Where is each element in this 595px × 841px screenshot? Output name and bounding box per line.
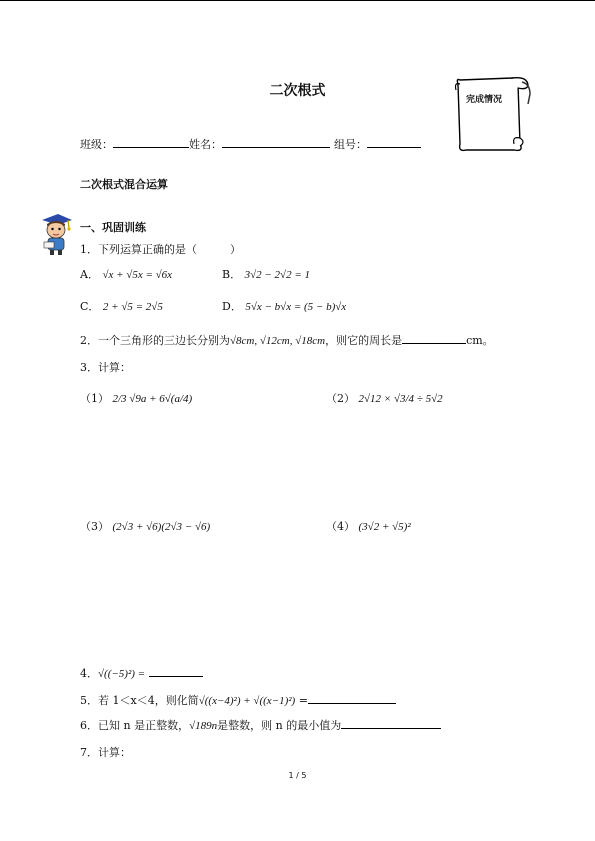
q1-option-c bbox=[80, 300, 163, 314]
q3-part2 bbox=[326, 392, 443, 406]
completion-badge bbox=[452, 74, 536, 156]
q4-prefix: 4． bbox=[80, 667, 98, 680]
q1-stem: 1．下列运算正确的是（ ） bbox=[80, 243, 241, 256]
completion-badge-label: 完成情况 bbox=[466, 95, 503, 105]
q6-prefix: 6．已知 n 是正整数， bbox=[80, 719, 190, 732]
q4-answer-blank[interactable] bbox=[149, 665, 203, 677]
q5-eq: = bbox=[298, 694, 308, 707]
scroll-icon bbox=[452, 74, 536, 156]
q5-expr: √((x−4)²) + √((x−1)²) bbox=[198, 695, 296, 707]
q3-p3-label: （3） bbox=[80, 520, 109, 533]
q4-line bbox=[80, 665, 203, 681]
top-rule bbox=[0, 0, 595, 1]
q1-option-d bbox=[222, 300, 346, 314]
q5-line bbox=[80, 692, 396, 708]
page-number: 1 / 5 bbox=[288, 771, 307, 780]
q1-d-expr: 5√x − b√x = (5 − b)√x bbox=[245, 301, 347, 313]
q1-b-label: B． bbox=[222, 268, 242, 281]
q2-answer-blank[interactable] bbox=[402, 332, 466, 344]
q5-prefix: 5．若 1＜x＜4，则化简 bbox=[80, 694, 199, 707]
q3-p2-label: （2） bbox=[326, 392, 355, 405]
q3-stem: 3．计算： bbox=[80, 361, 131, 374]
part1-title: 一、巩固训练 bbox=[80, 221, 146, 234]
q5-answer-blank[interactable] bbox=[308, 692, 396, 704]
q2-expr: √8cm, √12cm, √18cm bbox=[230, 335, 326, 347]
q3-p1-label: （1） bbox=[80, 392, 109, 405]
q1-option-b bbox=[222, 268, 310, 282]
class-label: 班级： bbox=[80, 138, 113, 151]
q7-stem: 7．计算： bbox=[80, 746, 131, 759]
q1-a-expr: √x + √5x = √6x bbox=[102, 269, 173, 281]
q3-p4-label: （4） bbox=[326, 520, 355, 533]
group-field[interactable] bbox=[367, 136, 421, 148]
class-field[interactable] bbox=[113, 136, 189, 148]
q2-line bbox=[80, 332, 494, 348]
student-info-line bbox=[80, 136, 421, 152]
q3-p2-expr: 2√12 × √3/4 ÷ 5√2 bbox=[358, 393, 443, 405]
q6-expr: √189n bbox=[189, 720, 218, 732]
q1-d-label: D． bbox=[222, 300, 242, 313]
q3-p4-expr: (3√2 + √5)² bbox=[358, 521, 411, 533]
q3-p3-expr: (2√3 + √6)(2√3 − √6) bbox=[112, 521, 211, 533]
q2-prefix: 2．一个三角形的三边长分别为 bbox=[80, 334, 230, 347]
name-label: 姓名： bbox=[189, 138, 222, 151]
q6-suffix: 是整数，则 n 的最小值为 bbox=[217, 719, 342, 732]
q1-option-a bbox=[80, 268, 172, 282]
q4-expr: √((−5)²) = bbox=[98, 668, 146, 680]
q1-c-label: C． bbox=[80, 300, 100, 313]
q3-part4 bbox=[326, 520, 411, 534]
page-title: 二次根式 bbox=[269, 83, 326, 99]
q3-p1-expr: 2/3 √9a + 6√(a/4) bbox=[112, 393, 193, 405]
q1-a-label: A． bbox=[80, 268, 99, 281]
q2-suffix: cm。 bbox=[466, 334, 494, 347]
group-label: 组号： bbox=[334, 138, 367, 151]
q3-part3 bbox=[80, 520, 210, 534]
q1-b-expr: 3√2 − 2√2 = 1 bbox=[244, 269, 311, 281]
name-field[interactable] bbox=[222, 136, 330, 148]
q1-c-expr: 2 + √5 = 2√5 bbox=[102, 301, 163, 313]
q6-answer-blank[interactable] bbox=[341, 717, 441, 729]
q6-line bbox=[80, 717, 441, 733]
q2-middle: ，则它的周长是 bbox=[325, 334, 403, 347]
q3-part1 bbox=[80, 392, 192, 406]
section-title: 二次根式混合运算 bbox=[80, 178, 168, 191]
student-icon bbox=[38, 212, 74, 256]
